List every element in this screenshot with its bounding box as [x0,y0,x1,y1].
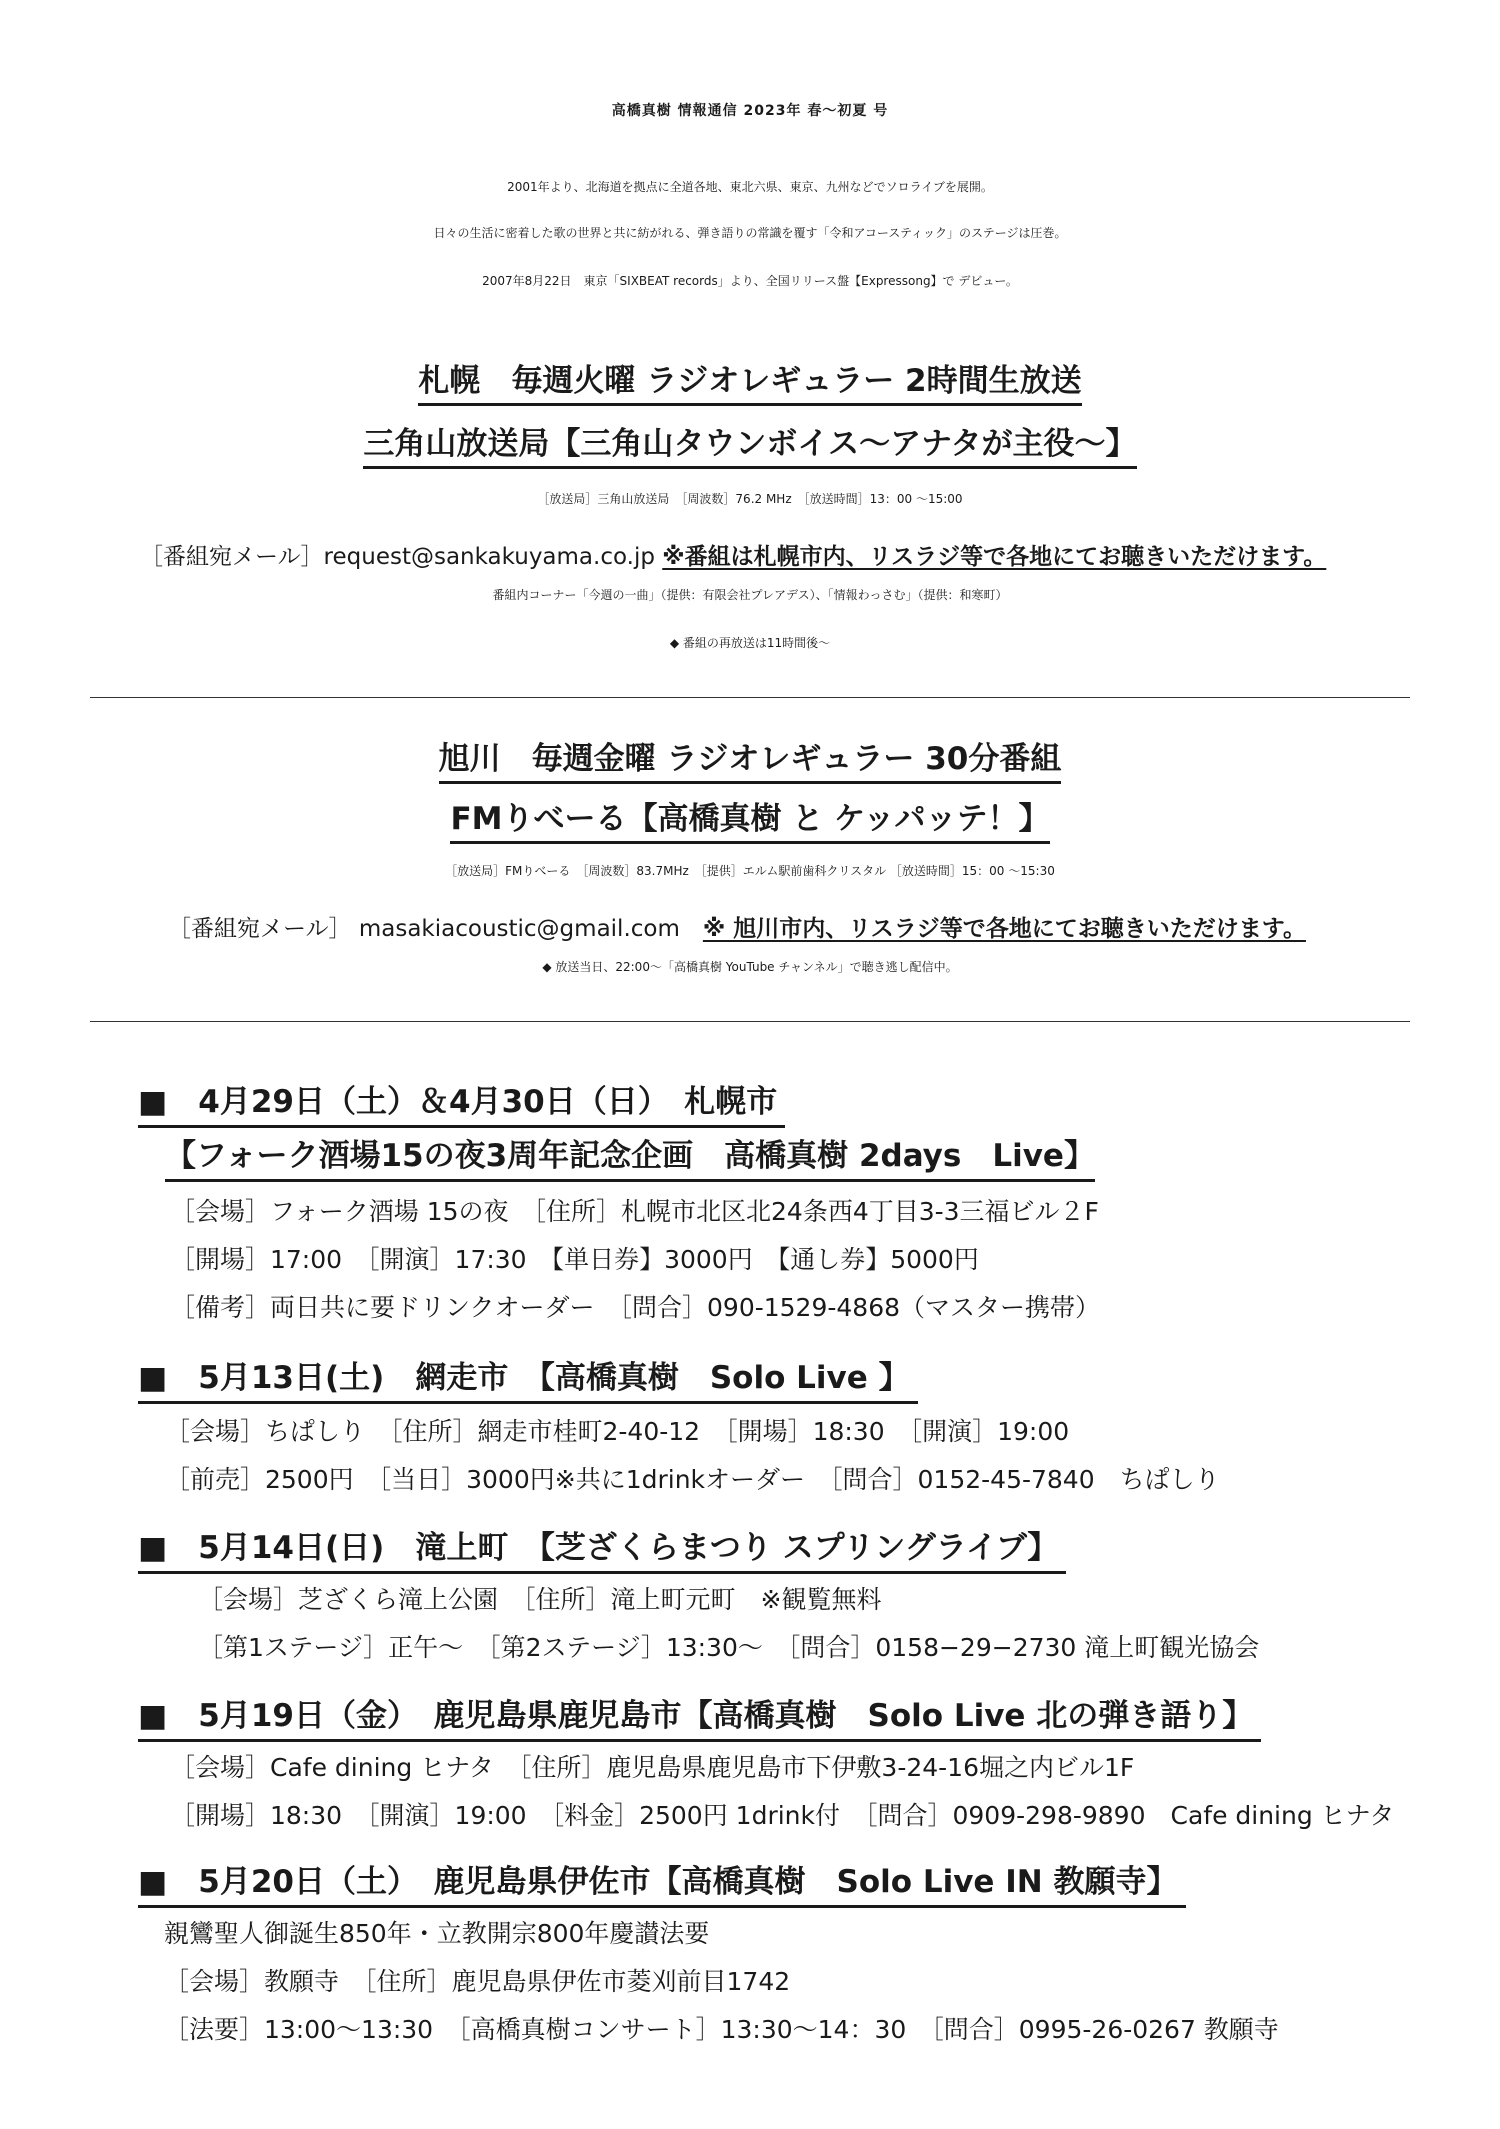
intro-line-1: 2001年より、北海道を拠点に全道各地、東北六県、東京、九州などでソロライブを展開。 [507,180,993,194]
event5-line-1: 親鸞聖人御誕生850年・立教開宗800年慶讃法要 [164,1919,710,1948]
radio2-info-line-1: ［放送局］FMりべーる ［周波数］83.7MHz ［提供］エルム駅前歯科クリスタル ［放送時間］15：00 〜15:30 [445,864,1055,878]
event5-heading: ■ 5月20日（土） 鹿児島県伊佐市【高橋真樹 Solo Live IN 教願寺】 [138,1856,1186,1908]
event3-line-2: ［第1ステージ］正午〜 ［第2ステージ］13:30〜 ［問合］0158−29−2730 滝上町観光協会 [198,1633,1260,1662]
radio2-heading-1: 旭川 毎週金曜 ラジオレギュラー 30分番組 [0,733,1500,778]
radio2-heading-2: FMりべーる【高橋真樹 と ケッパッテ！】 [0,793,1500,838]
event5-line-2: ［会場］教願寺 ［住所］鹿児島県伊佐市菱刈前目1742 [164,1967,791,1996]
radio1-note: ※番組は札幌市内、リスラジ等で各地にてお聴きいただけます。 [662,544,1327,570]
radio2-info-line-3: ◆ 放送当日、22:00〜「高橋真樹 YouTube チャンネル」で聴き逃し配信中。 [542,960,958,974]
event4-line-1: ［会場］Cafe dining ヒナタ ［住所］鹿児島県鹿児島市下伊敷3-24-16堀之内ビル1F [170,1753,1135,1782]
event3-heading: ■ 5月14日(日) 滝上町 【芝ざくらまつり スプリングライブ】 [138,1522,1066,1574]
radio2-mail: ［番組宛メール］ masakiacoustic@gmail.com [168,916,703,942]
event2-heading: ■ 5月13日(土) 網走市 【高橋真樹 Solo Live 】 [138,1352,918,1404]
event1-subtitle: 【フォーク酒場15の夜3周年記念企画 高橋真樹 2days Live】 [165,1130,1095,1182]
radio1-info-line-2 [140,538,1326,571]
radio2-note: ※ 旭川市内、リスラジ等で各地にてお聴きいただけます。 [702,916,1306,942]
radio1-info-line-4: ◆ 番組の再放送は11時間後〜 [669,636,831,650]
event1-heading: ■ 4月29日（土）＆4月30日（日） 札幌市 [138,1076,785,1128]
event5-line-3: ［法要］13:00〜13:30 ［高橋真樹コンサート］13:30〜14：30 ［問合］0995-26-0267 教願寺 [164,2015,1279,2044]
event2-line-2: ［前売］2500円 ［当日］3000円※共に1drinkオーダー ［問合］0152-45-7840 ちぱしり [165,1465,1220,1494]
event1-line-3: ［備考］両日共に要ドリンクオーダー ［問合］090-1529-4868（マスター携帯） [170,1293,1101,1322]
event1-line-2: ［開場］17:00 ［開演］17:30 【単日券】3000円 【通し券】5000円 [170,1245,979,1274]
radio1-mail: ［番組宛メール］request@sankakuyama.co.jp [140,544,663,570]
radio1-heading-1: 札幌 毎週火曜 ラジオレギュラー 2時間生放送 [0,355,1500,400]
divider-2 [90,1021,1410,1022]
radio1-heading-2: 三角山放送局【三角山タウンボイス〜アナタが主役〜】 [0,418,1500,463]
radio2-info-line-2 [168,910,1306,943]
page-title: 高橋真樹 情報通信 2023年 春〜初夏 号 [611,103,889,119]
radio1-info-line-1: ［放送局］三角山放送局 ［周波数］76.2 MHz ［放送時間］13：00 〜15:00 [537,492,963,506]
event2-line-1: ［会場］ちぱしり ［住所］網走市桂町2-40-12 ［開場］18:30 ［開演］19:00 [165,1417,1070,1446]
event1-line-1: ［会場］フォーク酒場 15の夜 ［住所］札幌市北区北24条西4丁目3-3三福ビル２F [170,1197,1099,1226]
divider-1 [90,697,1410,698]
radio1-info-line-3: 番組内コーナー「今週の一曲」（提供：有限会社プレアデス）、「情報わっさむ」（提供：和寒町） [492,588,1008,602]
event3-line-1: ［会場］芝ざくら滝上公園 ［住所］滝上町元町 ※観覧無料 [198,1585,882,1614]
intro-line-3: 2007年8月22日 東京「SIXBEAT records」より、全国リリース盤【Expressong】で デビュー。 [482,274,1018,288]
event4-heading: ■ 5月19日（金） 鹿児島県鹿児島市【高橋真樹 Solo Live 北の弾き語り】 [138,1690,1261,1742]
event4-line-2: ［開場］18:30 ［開演］19:00 ［料金］2500円 1drink付 ［問合］0909-298-9890 Cafe dining ヒナタ [170,1801,1395,1830]
intro-line-2: 日々の生活に密着した歌の世界と共に紡がれる、弾き語りの常識を覆す「令和アコースティック」のステージは圧巻。 [433,226,1067,240]
